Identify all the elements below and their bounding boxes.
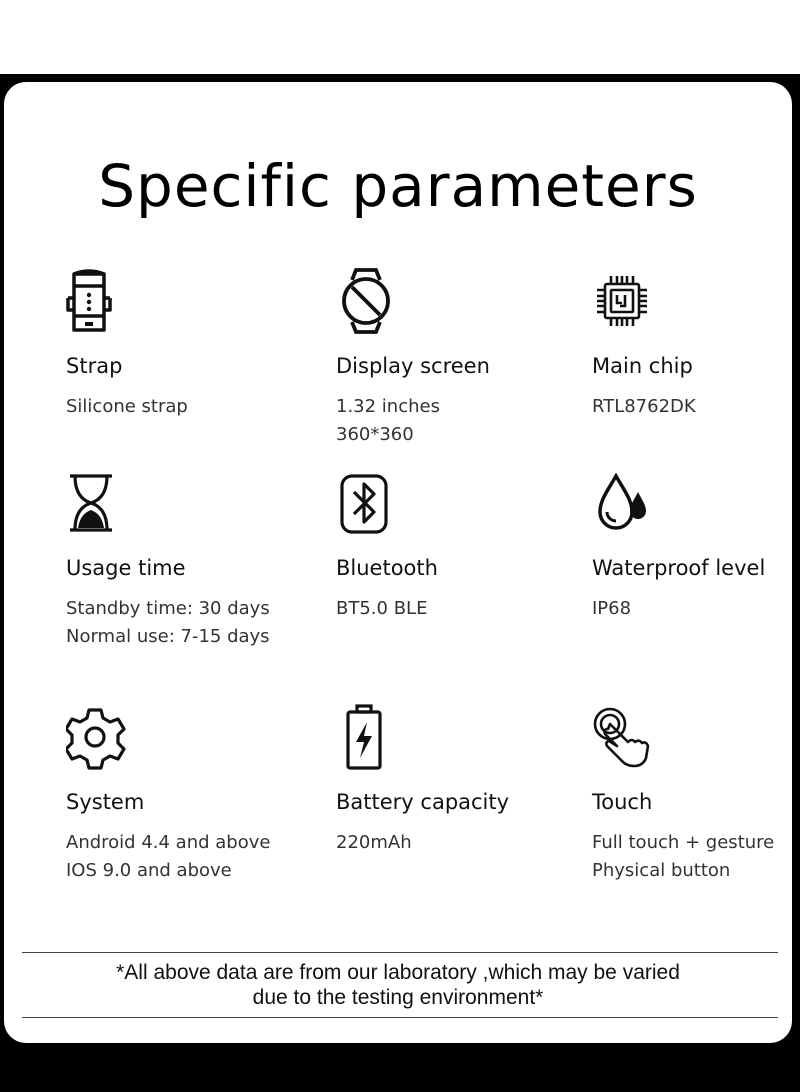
spec-value: RTL8762DK <box>592 396 696 417</box>
spec-value: 1.32 inches <box>336 396 440 417</box>
spec-value: 220mAh <box>336 832 412 853</box>
spec-bluetooth <box>336 470 576 619</box>
spec-value: IP68 <box>592 598 632 619</box>
chip-icon <box>592 268 652 334</box>
spec-value: Silicone strap <box>66 396 188 417</box>
spec-waterproof-level <box>592 470 800 619</box>
page-title: Specific parameters <box>98 152 698 220</box>
spec-value: BT5.0 BLE <box>336 598 428 619</box>
water-drop-icon <box>592 470 652 536</box>
spec-value: Physical button <box>592 860 731 881</box>
touch-hand-icon <box>592 704 652 770</box>
spec-system <box>66 704 306 881</box>
footnote-top-rule <box>22 952 778 953</box>
spec-label: System <box>66 790 145 814</box>
spec-value: 360*360 <box>336 424 414 445</box>
spec-label: Main chip <box>592 354 693 378</box>
spec-value: Normal use: 7-15 days <box>66 626 270 647</box>
footnote-bottom-rule <box>22 1017 778 1018</box>
battery-icon <box>336 704 396 770</box>
spec-usage-time <box>66 470 306 647</box>
spec-battery-capacity <box>336 704 576 853</box>
spec-display-screen <box>336 268 576 445</box>
spec-value: Full touch + gesture <box>592 832 775 853</box>
page-frame <box>0 74 800 1092</box>
footnote-line-1: *All above data are from our laboratory ,which may be varied <box>116 961 680 984</box>
spec-card <box>4 82 792 1043</box>
spec-touch <box>592 704 800 881</box>
footnote-line-2: due to the testing environment* <box>252 986 544 1009</box>
spec-value: Standby time: 30 days <box>66 598 270 619</box>
spec-label: Touch <box>592 790 653 814</box>
spec-label: Bluetooth <box>336 556 438 580</box>
spec-main-chip <box>592 268 800 417</box>
spec-label: Display screen <box>336 354 490 378</box>
watch-strap-icon <box>66 268 126 334</box>
spec-label: Battery capacity <box>336 790 510 814</box>
spec-label: Waterproof level <box>592 556 766 580</box>
gear-icon <box>66 704 126 770</box>
round-display-icon <box>336 268 396 334</box>
spec-value: Android 4.4 and above <box>66 832 271 853</box>
hourglass-icon <box>66 470 126 536</box>
spec-label: Usage time <box>66 556 186 580</box>
spec-strap <box>66 268 306 417</box>
spec-label: Strap <box>66 354 123 378</box>
bluetooth-icon <box>336 470 396 536</box>
spec-value: IOS 9.0 and above <box>66 860 232 881</box>
